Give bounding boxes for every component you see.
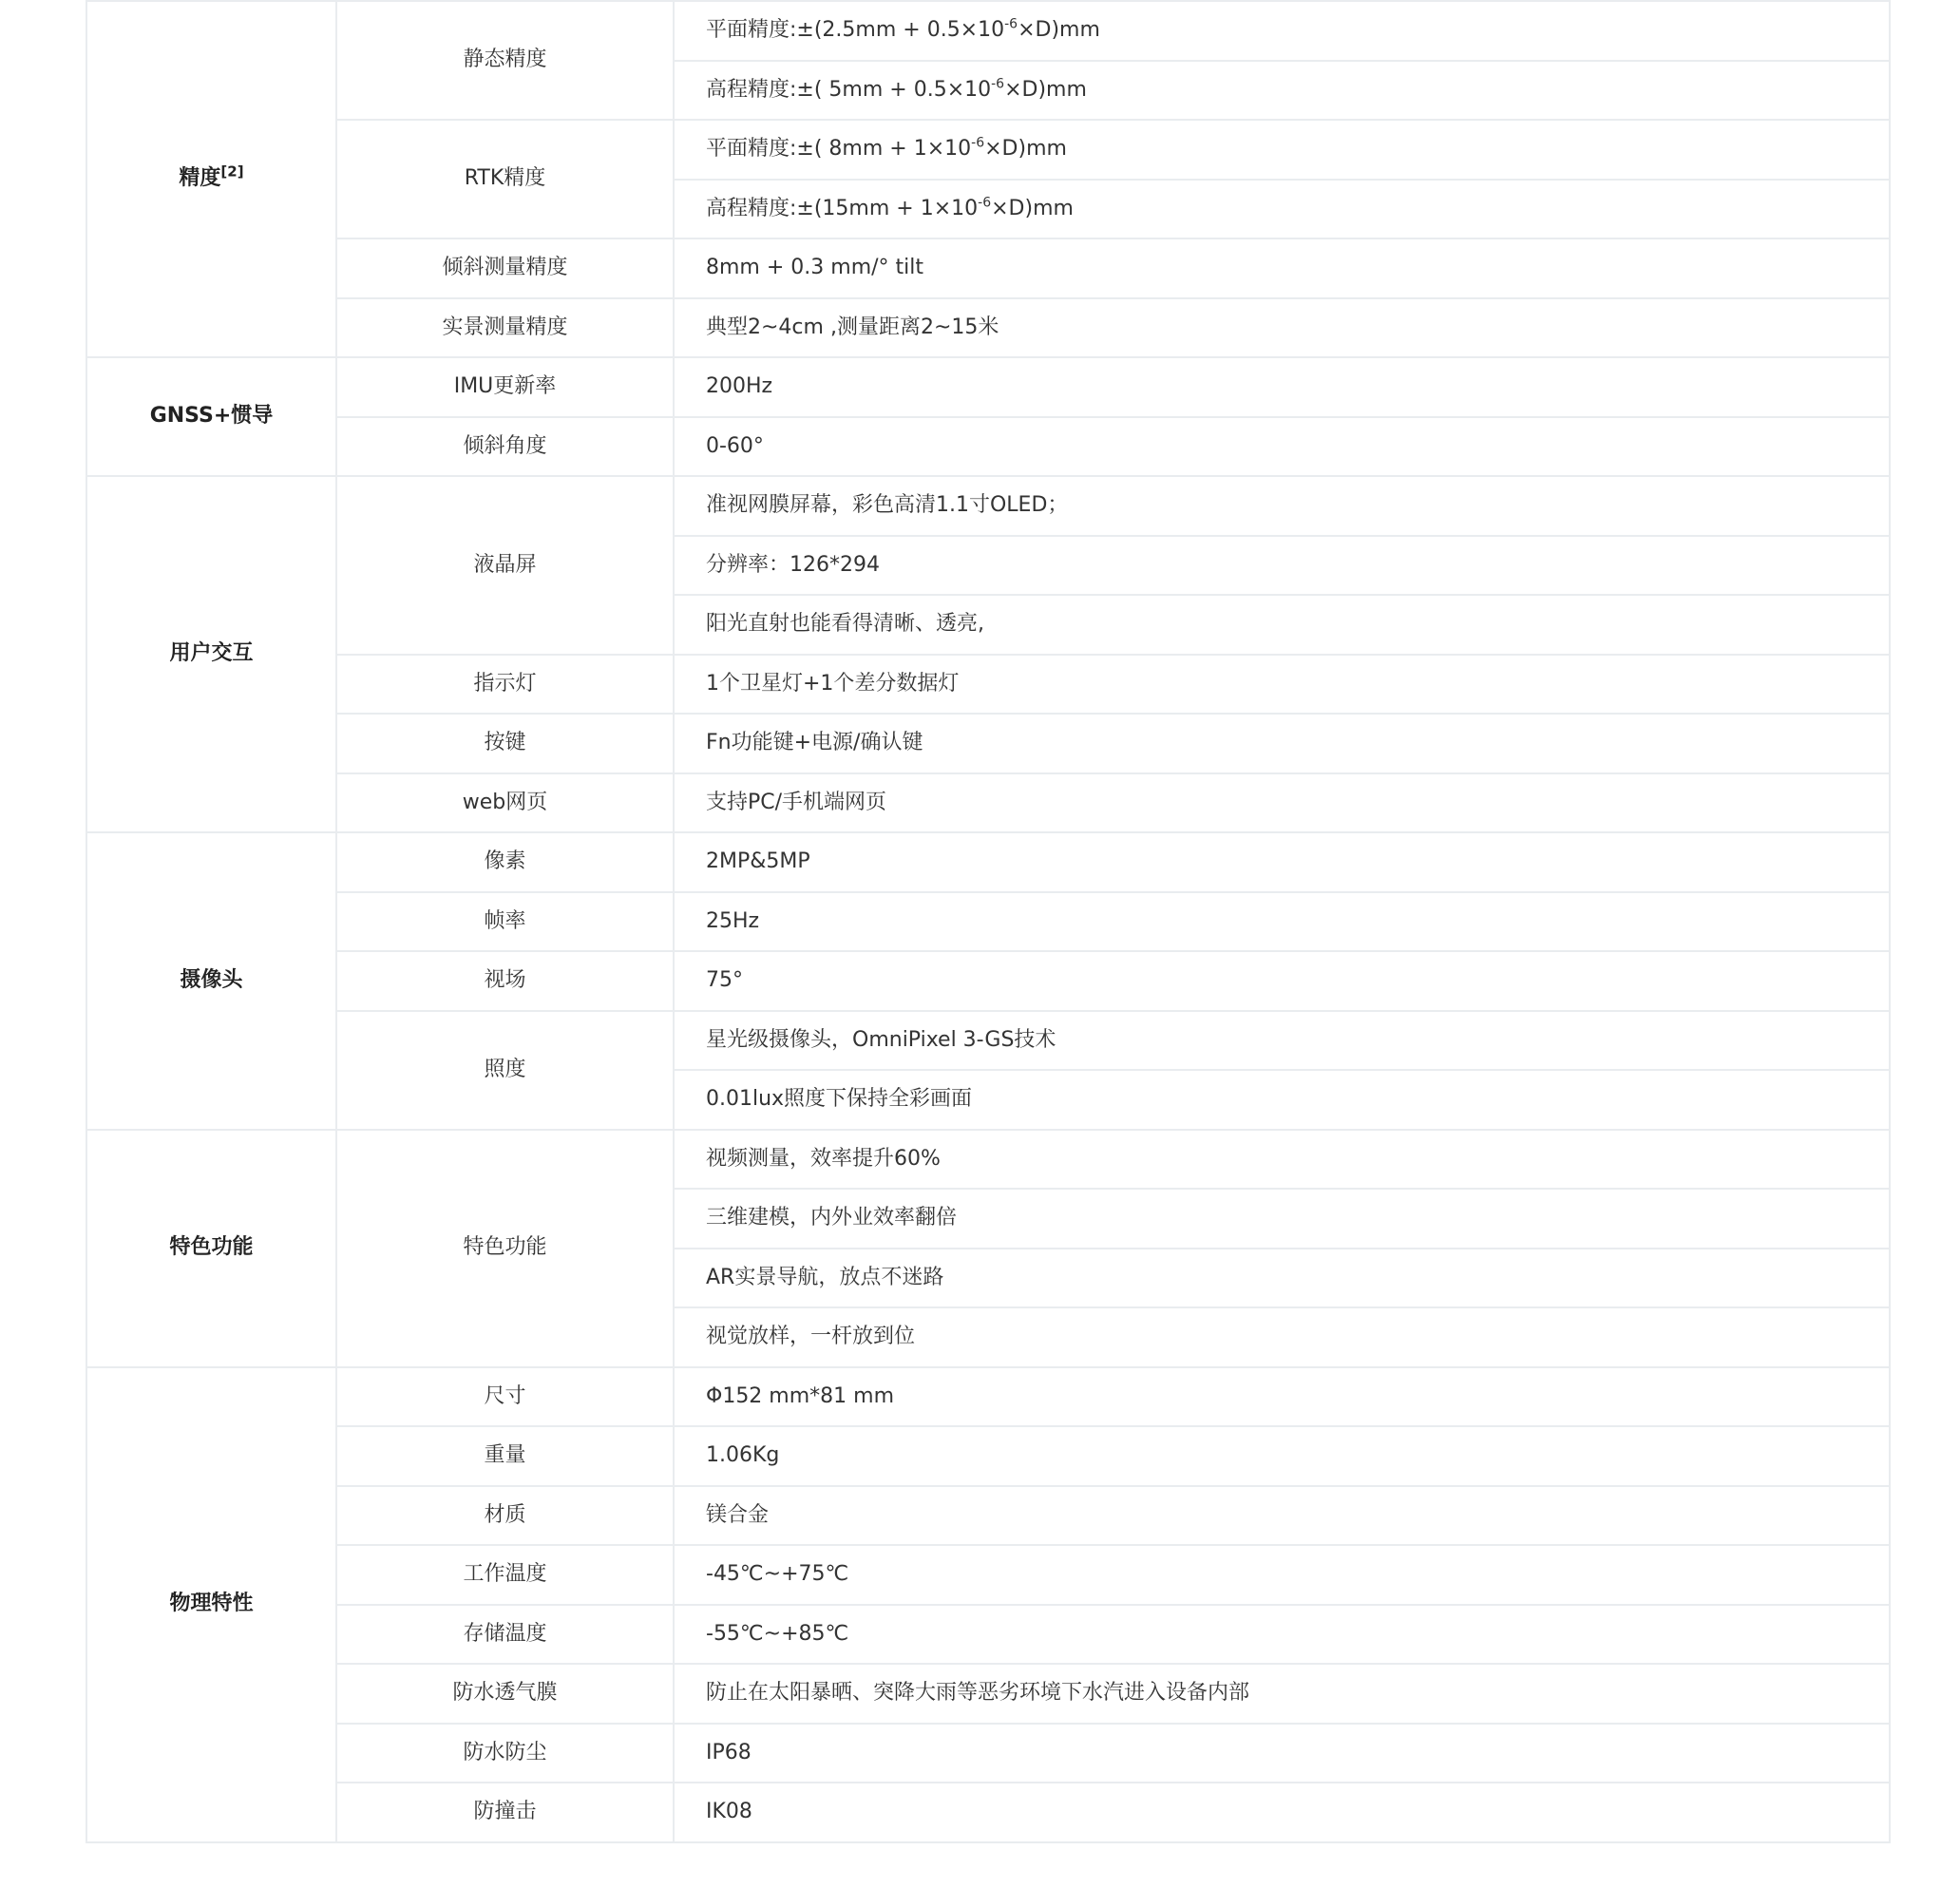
table-row bbox=[86, 476, 1890, 536]
spec-value: AR实景导航，放点不迷路 bbox=[674, 1249, 1890, 1308]
spec-value: Fn功能键+电源/确认键 bbox=[674, 714, 1890, 773]
spec-label: 按键 bbox=[336, 714, 674, 773]
spec-value: Φ152 mm*81 mm bbox=[674, 1367, 1890, 1427]
spec-value: 高程精度:±( $5mm + 0.5\times 10^{-6}\times D)mm$ bbox=[674, 61, 1890, 121]
category-features: 特色功能 bbox=[86, 1130, 336, 1367]
table-row bbox=[86, 1367, 1890, 1427]
spec-label: 实景测量精度 bbox=[336, 298, 674, 358]
spec-label: 材质 bbox=[336, 1486, 674, 1546]
spec-value: 8mm + 0.3 mm/° tilt bbox=[674, 238, 1890, 298]
spec-value: IP68 bbox=[674, 1724, 1890, 1783]
spec-table bbox=[86, 0, 1891, 1843]
spec-value: 200Hz bbox=[674, 357, 1890, 417]
spec-label: 静态精度 bbox=[336, 1, 674, 120]
table-row bbox=[86, 1486, 1890, 1546]
table-row bbox=[86, 357, 1890, 417]
table-row bbox=[86, 1724, 1890, 1783]
spec-value: 阳光直射也能看得清晰、透亮, bbox=[674, 595, 1890, 655]
spec-label: 防撞击 bbox=[336, 1783, 674, 1842]
spec-value: -55℃~+85℃ bbox=[674, 1605, 1890, 1665]
spec-label: RTK精度 bbox=[336, 120, 674, 238]
table-row bbox=[86, 1664, 1890, 1724]
table-row bbox=[86, 714, 1890, 773]
spec-value: 星光级摄像头，OmniPixel 3-GS技术 bbox=[674, 1011, 1890, 1071]
spec-value: -45℃~+75℃ bbox=[674, 1545, 1890, 1605]
spec-value: 0-60° bbox=[674, 417, 1890, 477]
table-row bbox=[86, 1130, 1890, 1190]
spec-value: 1个卫星灯+1个差分数据灯 bbox=[674, 655, 1890, 715]
table-row bbox=[86, 892, 1890, 952]
spec-label: 指示灯 bbox=[336, 655, 674, 715]
table-row bbox=[86, 832, 1890, 892]
spec-label: 倾斜角度 bbox=[336, 417, 674, 477]
table-row bbox=[86, 120, 1890, 180]
spec-label: 防水防尘 bbox=[336, 1724, 674, 1783]
spec-value: 典型2~4cm ,测量距离2~15米 bbox=[674, 298, 1890, 358]
spec-label: 尺寸 bbox=[336, 1367, 674, 1427]
spec-table-container bbox=[86, 0, 1891, 1843]
spec-label: 倾斜测量精度 bbox=[336, 238, 674, 298]
table-row bbox=[86, 1545, 1890, 1605]
spec-value: 准视网膜屏幕，彩色高清1.1寸OLED； bbox=[674, 476, 1890, 536]
spec-label: 防水透气膜 bbox=[336, 1664, 674, 1724]
spec-label: 存储温度 bbox=[336, 1605, 674, 1665]
table-row bbox=[86, 298, 1890, 358]
table-row bbox=[86, 773, 1890, 833]
spec-label: 视场 bbox=[336, 951, 674, 1011]
table-row bbox=[86, 1783, 1890, 1842]
spec-label: 重量 bbox=[336, 1426, 674, 1486]
footnote-marker: [2] bbox=[220, 162, 244, 181]
spec-value: 防止在太阳暴晒、突降大雨等恶劣环境下水汽进入设备内部 bbox=[674, 1664, 1890, 1724]
category-label: 精度 bbox=[179, 166, 221, 191]
spec-label: 液晶屏 bbox=[336, 476, 674, 655]
spec-label: IMU更新率 bbox=[336, 357, 674, 417]
spec-value: 2MP&5MP bbox=[674, 832, 1890, 892]
spec-value: 平面精度:±( $8mm + 1\times 10^{-6}\times D)mm$ bbox=[674, 120, 1890, 180]
spec-value: 平面精度:±(2.5mm + $0.5\times 10^{-6}\times D)mm$ bbox=[674, 1, 1890, 61]
spec-value: 镁合金 bbox=[674, 1486, 1890, 1546]
table-row bbox=[86, 1, 1890, 61]
spec-value: 25Hz bbox=[674, 892, 1890, 952]
table-row bbox=[86, 951, 1890, 1011]
table-row bbox=[86, 238, 1890, 298]
category-camera: 摄像头 bbox=[86, 832, 336, 1130]
table-row bbox=[86, 417, 1890, 477]
spec-label: 像素 bbox=[336, 832, 674, 892]
category-physical: 物理特性 bbox=[86, 1367, 336, 1842]
spec-label: 照度 bbox=[336, 1011, 674, 1130]
category-accuracy bbox=[86, 1, 336, 357]
table-row bbox=[86, 1605, 1890, 1665]
spec-value: 三维建模，内外业效率翻倍 bbox=[674, 1189, 1890, 1249]
table-row bbox=[86, 1426, 1890, 1486]
spec-value: 支持PC/手机端网页 bbox=[674, 773, 1890, 833]
spec-label: 工作温度 bbox=[336, 1545, 674, 1605]
spec-value: 分辨率：126*294 bbox=[674, 536, 1890, 596]
spec-value: 视觉放样，一杆放到位 bbox=[674, 1307, 1890, 1367]
table-row bbox=[86, 655, 1890, 715]
spec-value: 0.01lux照度下保持全彩画面 bbox=[674, 1070, 1890, 1130]
spec-value: 高程精度:±(15mm + $1\times 10^{-6}\times D)mm$ bbox=[674, 180, 1890, 239]
spec-label: 帧率 bbox=[336, 892, 674, 952]
category-ui: 用户交互 bbox=[86, 476, 336, 832]
spec-value: 视频测量，效率提升60% bbox=[674, 1130, 1890, 1190]
spec-value: IK08 bbox=[674, 1783, 1890, 1842]
spec-label: 特色功能 bbox=[336, 1130, 674, 1367]
table-row bbox=[86, 1011, 1890, 1071]
category-gnss: GNSS+惯导 bbox=[86, 357, 336, 476]
spec-value: 75° bbox=[674, 951, 1890, 1011]
spec-value: 1.06Kg bbox=[674, 1426, 1890, 1486]
spec-label: web网页 bbox=[336, 773, 674, 833]
